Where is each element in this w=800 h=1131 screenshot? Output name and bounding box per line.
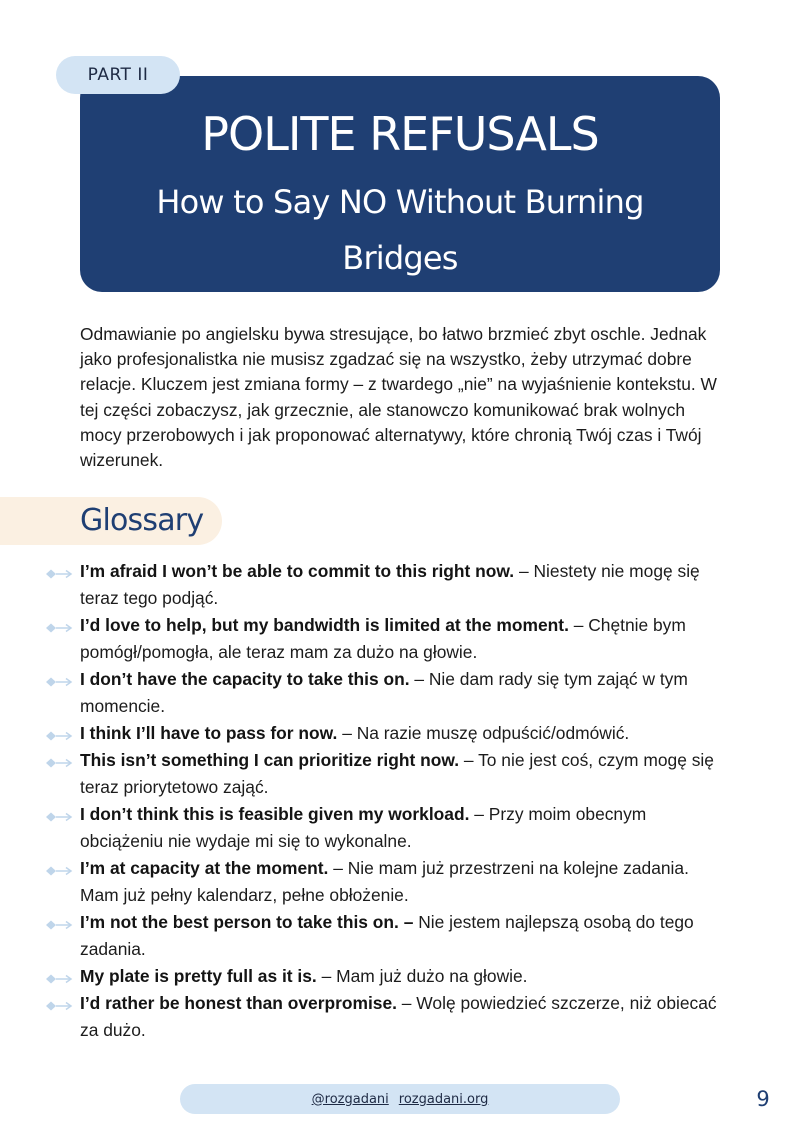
glossary-heading: Glossary xyxy=(80,503,204,538)
glossary-item xyxy=(80,855,730,909)
diamond-arrow-icon xyxy=(46,758,76,768)
glossary-definition: – Mam już dużo na głowie. xyxy=(316,966,528,986)
glossary-definition: – Niestety nie mogę się teraz tego podjąć. xyxy=(80,561,700,608)
page-number: 9 xyxy=(756,1087,770,1111)
glossary-term: I don’t have the capacity to take this on. xyxy=(80,669,410,689)
page-title: POLITE REFUSALS xyxy=(201,107,599,161)
diamond-arrow-icon xyxy=(46,920,76,930)
glossary-definition: – Nie mam już przestrzeni na kolejne zadania. Mam już pełny kalendarz, pełne obłożenie. xyxy=(80,858,689,905)
part-badge: PART II xyxy=(56,56,180,94)
diamond-arrow-icon xyxy=(46,569,76,579)
glossary-term: This isn’t something I can prioritize right now. xyxy=(80,750,460,770)
page-subtitle: How to Say NO Without Burning Bridges xyxy=(156,183,644,277)
diamond-arrow-icon xyxy=(46,974,76,984)
diamond-arrow-icon xyxy=(46,866,76,876)
glossary-term: I’d love to help, but my bandwidth is limited at the moment. xyxy=(80,615,569,635)
glossary-item xyxy=(80,666,730,720)
intro-paragraph: Odmawianie po angielsku bywa stresujące, bo łatwo brzmieć zbyt oschle. Jednak jako profesjonalistka nie musisz zgadzać się na wszystko, żeby utrzymać dobre relacje. Kluczem jest zmiana formy – z twardego „nie” na wyjaśnienie kontekstu. W tej części zobaczysz, jak grzecznie, ale stanowczo komunikować brak wolnych mocy przerobowych i jak proponować alternatywy, które chronią Twój czas i Twój wizerunek. xyxy=(80,324,717,471)
glossary-definition: – To nie jest coś, czym mogę się teraz priorytetowo zająć. xyxy=(80,750,714,797)
glossary-item xyxy=(80,801,730,855)
glossary-definition: – Na razie muszę odpuścić/odmówić. xyxy=(337,723,630,743)
footer-handle-link[interactable]: @rozgadani xyxy=(311,1091,389,1107)
glossary-term: I’m not the best person to take this on. – xyxy=(80,912,414,932)
diamond-arrow-icon xyxy=(46,812,76,822)
footer-links xyxy=(180,1084,620,1114)
diamond-arrow-icon xyxy=(46,623,76,633)
glossary-definition: – Wolę powiedzieć szczerze, niż obiecać za dużo. xyxy=(80,993,717,1040)
glossary-definition: – Nie dam rady się tym zająć w tym momencie. xyxy=(80,669,688,716)
glossary-item xyxy=(80,747,730,801)
glossary-term: I think I’ll have to pass for now. xyxy=(80,723,338,743)
glossary-term: I don’t think this is feasible given my workload. xyxy=(80,804,470,824)
glossary-item xyxy=(80,909,730,963)
glossary-term: I’d rather be honest than overpromise. xyxy=(80,993,397,1013)
glossary-item xyxy=(80,720,730,747)
diamond-arrow-icon xyxy=(46,1001,76,1011)
diamond-arrow-icon xyxy=(46,677,76,687)
glossary-list xyxy=(80,558,730,1044)
glossary-definition: – Chętnie bym pomógł/pomogła, ale teraz mam za dużo na głowie. xyxy=(80,615,686,662)
glossary-term: I’m at capacity at the moment. xyxy=(80,858,329,878)
footer-site-link[interactable]: rozgadani.org xyxy=(398,1091,489,1107)
diamond-arrow-icon xyxy=(46,731,76,741)
glossary-term: My plate is pretty full as it is. xyxy=(80,966,317,986)
title-banner xyxy=(80,76,720,292)
glossary-definition: – Przy moim obecnym obciążeniu nie wydaje mi się to wykonalne. xyxy=(80,804,647,851)
glossary-term: I’m afraid I won’t be able to commit to this right now. xyxy=(80,561,515,581)
glossary-item xyxy=(80,558,730,612)
glossary-definition: Nie jestem najlepszą osobą do tego zadania. xyxy=(80,912,694,959)
glossary-item xyxy=(80,612,730,666)
glossary-item xyxy=(80,963,730,990)
glossary-item xyxy=(80,990,730,1044)
